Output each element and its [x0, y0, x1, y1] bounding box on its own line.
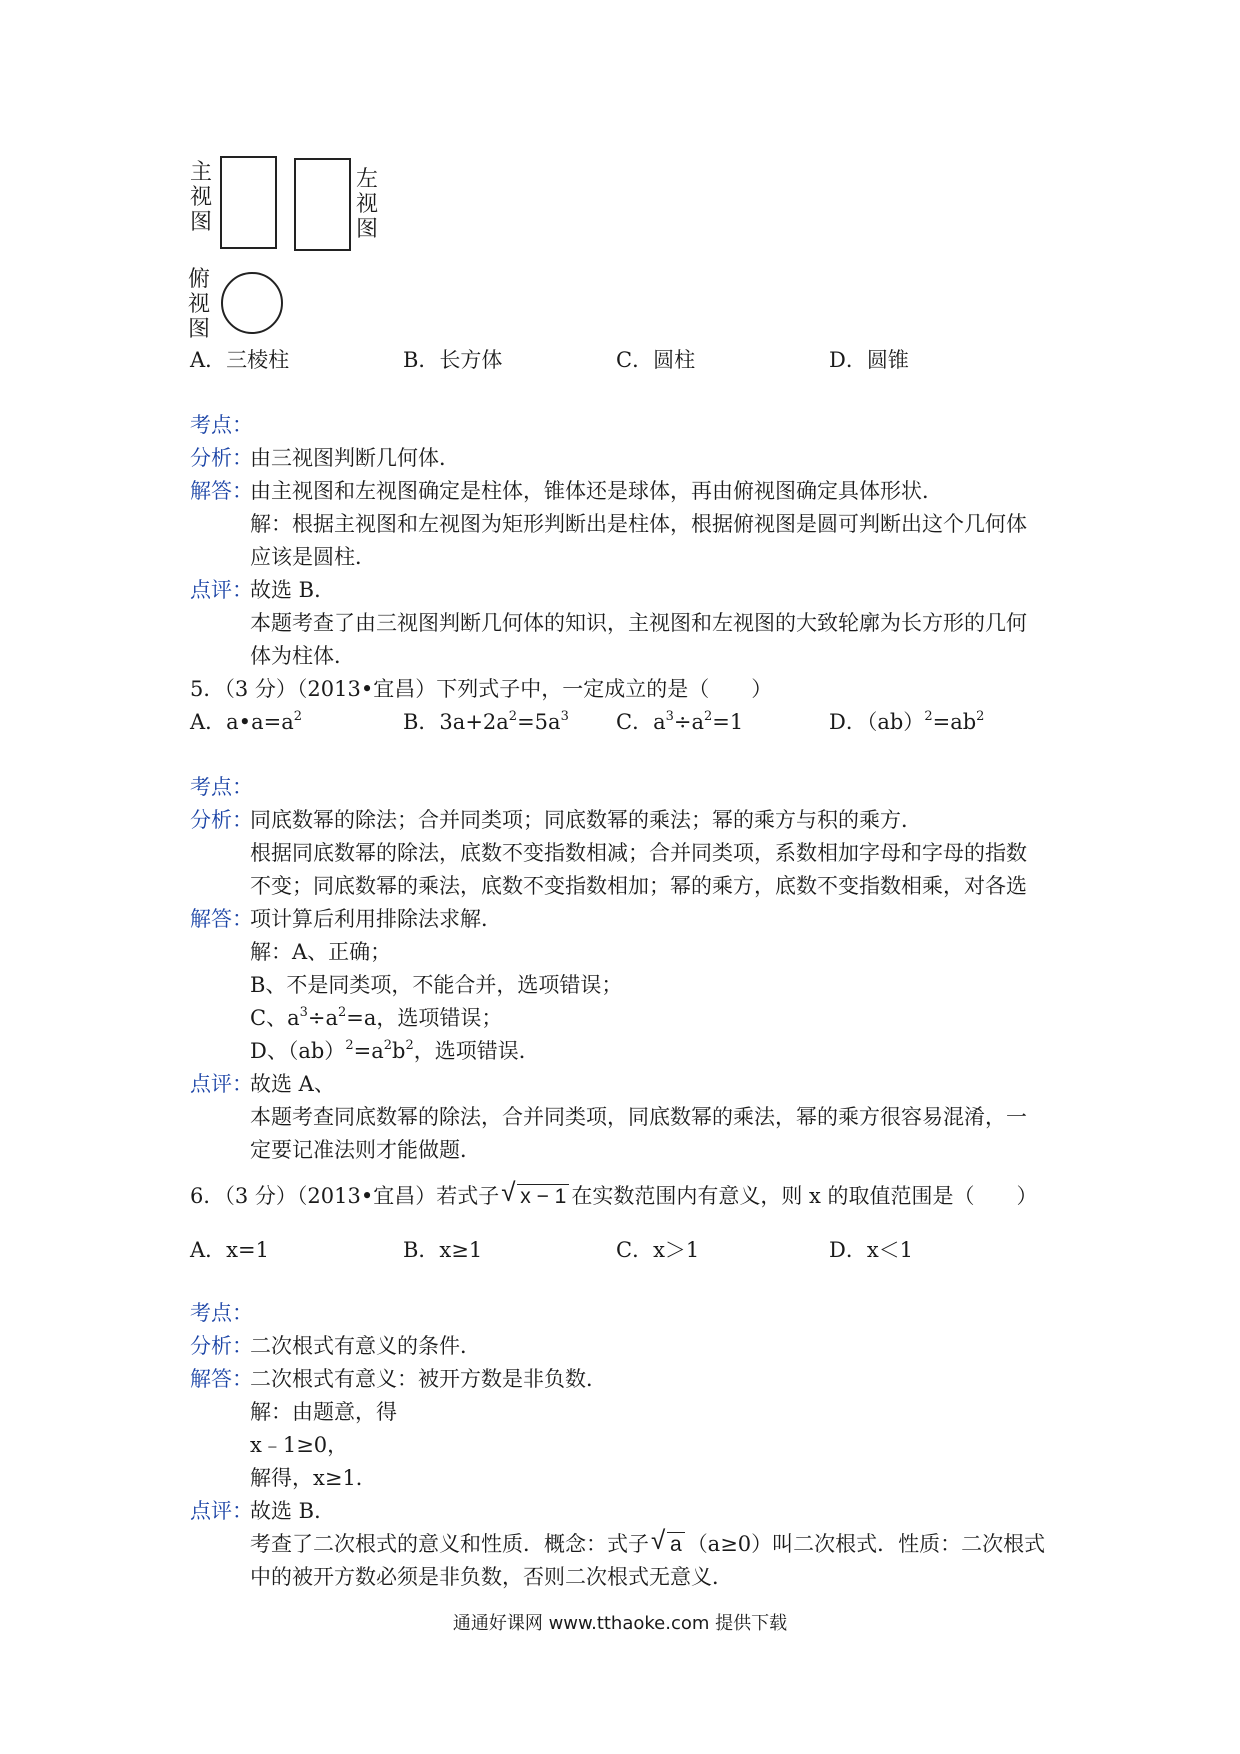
q5-option-c: [616, 706, 743, 739]
q5-stem: 5．（3 分）（2013•宜昌）下列式子中，一定成立的是（ ）: [190, 677, 773, 701]
front-view-rectangle: [220, 156, 277, 249]
q4-jieda-line: 故选 B．: [250, 578, 336, 602]
left-view-label: 左视图: [355, 167, 378, 242]
q6-dianping: [190, 1495, 1070, 1589]
fenxi-tag: 分析：: [190, 1334, 253, 1358]
q5-jieda-text: C、a: [250, 1006, 300, 1030]
q5-fenxi-line: 不变；同底数幂的乘法，底数不变指数相加；幂的乘方，底数不变指数相乘，对各选: [250, 874, 1027, 898]
exponent: 2: [704, 709, 713, 724]
fenxi-tag: 分析：: [190, 446, 253, 470]
q5-option-d: [829, 706, 984, 739]
q4-dianping-line: 体为柱体．: [250, 644, 355, 668]
q6-stem-text: 在实数范围内有意义，则 x 的取值范围是（ ）: [571, 1184, 1038, 1208]
q5-kaodian-text: 同底数幂的除法；合并同类项；同底数幂的乘法；幂的乘方与积的乘方．: [250, 808, 922, 832]
q4-jieda-line: 应该是圆柱．: [250, 545, 376, 569]
q5-jieda-text: D、（ab）: [250, 1039, 346, 1063]
q5-option-c-text: C．a: [616, 710, 666, 734]
q4-option-a: A．三棱柱: [190, 348, 290, 372]
q6-jieda-line: x﹣1≥0，: [250, 1433, 349, 1457]
square-root: [651, 1525, 685, 1561]
q4-dianping-line: 本题考查了由三视图判断几何体的知识，主视图和左视图的大致轮廓为长方形的几何: [250, 611, 1027, 635]
q4-options: [190, 344, 1090, 377]
radical-sign-icon: √: [651, 1525, 666, 1555]
q5-jieda-line: B、不是同类项，不能合并，选项错误；: [250, 973, 623, 997]
q5-option-d-text: D．（ab）: [829, 710, 925, 734]
page-footer: 通通好课网 www.tthaoke.com 提供下载: [452, 1613, 788, 1634]
q6-fenxi-text: 二次根式有意义：被开方数是非负数．: [250, 1367, 607, 1391]
dianping-tag: 点评：: [190, 1499, 253, 1523]
q4-kaodian-text: 由三视图判断几何体．: [250, 446, 460, 470]
q5-option-c-text: =1: [712, 710, 744, 734]
exponent: 2: [405, 1038, 414, 1053]
q6-kaodian-text: 二次根式有意义的条件．: [250, 1334, 481, 1358]
exponent: 2: [338, 1005, 347, 1020]
exponent: 2: [345, 1038, 354, 1053]
q6-option-d: D．x＜1: [829, 1238, 914, 1262]
jieda-tag: 解答：: [190, 907, 253, 931]
q6-option-a: A．x=1: [190, 1238, 269, 1262]
q5-option-a-text: A．a•a=a: [190, 710, 294, 734]
q4-dianping: [190, 574, 1070, 668]
q5-fenxi-line: 项计算后利用排除法求解．: [250, 907, 502, 931]
radicand: a: [667, 1532, 685, 1556]
q5-fenxi-line: 根据同底数幂的除法，底数不变指数相减；合并同类项，系数相加字母和字母的指数: [250, 841, 1027, 865]
radicand: x − 1: [517, 1184, 569, 1208]
q6-jieda-line: 解得，x≥1．: [250, 1466, 377, 1490]
q5-jieda-text: b: [392, 1039, 406, 1063]
q4-jieda-line: 解：根据主视图和左视图为矩形判断出是柱体，根据俯视图是圆可判断出这个几何体: [250, 512, 1027, 536]
q5-jieda-line: [250, 1002, 1070, 1035]
dianping-tag: 点评：: [190, 1072, 253, 1096]
q5-jieda-text: =a: [353, 1039, 384, 1063]
q5-dianping-line: 本题考查同底数幂的除法，合并同类项，同底数幂的乘法，幂的乘方很容易混淆，一: [250, 1105, 1027, 1129]
jieda-tag: 解答：: [190, 479, 253, 503]
kaodian-tag: 考点：: [190, 775, 253, 799]
top-view-label: 俯视图: [187, 267, 210, 342]
q5-jieda-text: ÷a: [307, 1006, 338, 1030]
q5-jieda-line: [250, 1035, 1070, 1068]
q5-options: [190, 706, 1090, 739]
front-view-label: 主视图: [189, 160, 212, 235]
top-view-circle: [219, 270, 285, 336]
exponent: 2: [383, 1038, 392, 1053]
q4-option-b: B．长方体: [403, 348, 503, 372]
q6-stem-text: 6．（3 分）（2013•宜昌）若式子: [190, 1184, 500, 1208]
q5-jieda-line: 故选 A、: [250, 1072, 335, 1096]
q5-option-b-text: =5a: [517, 710, 561, 734]
q6-jieda-line: 故选 B．: [250, 1499, 336, 1523]
exponent: 3: [299, 1005, 308, 1020]
exponent: 3: [665, 709, 674, 724]
q5-option-b: [403, 706, 569, 739]
radical-sign-icon: √: [501, 1177, 516, 1207]
q4-option-d: D．圆锥: [829, 348, 909, 372]
q5-option-d-text: =ab: [932, 710, 977, 734]
q5-jieda-text: ，选项错误．: [413, 1039, 540, 1063]
kaodian-tag: 考点：: [190, 413, 253, 437]
q6-dianping-text: 考查了二次根式的意义和性质．概念：式子: [250, 1532, 649, 1556]
q5-dianping: [190, 1068, 1070, 1162]
exponent: 2: [924, 709, 933, 724]
q5-jieda-text: =a，选项错误；: [346, 1006, 503, 1030]
q5-jieda-line: 解：A、正确；: [250, 940, 392, 964]
exponent: 2: [508, 709, 518, 724]
q6-stem: [190, 1177, 1038, 1213]
q5-option-b-text: B．3a+2a: [403, 710, 509, 734]
exponent: 2: [293, 709, 302, 724]
q6-option-b: B．x≥1: [403, 1238, 483, 1262]
q6-dianping-line: 中的被开方数必须是非负数，否则二次根式无意义．: [250, 1565, 733, 1589]
exponent: 2: [976, 709, 985, 724]
kaodian-tag: 考点：: [190, 1301, 253, 1325]
dianping-tag: 点评：: [190, 578, 253, 602]
left-view-rectangle: [294, 158, 351, 251]
q5-dianping-line: 定要记准法则才能做题．: [250, 1138, 481, 1162]
square-root: [501, 1177, 569, 1213]
exponent: 3: [560, 709, 569, 724]
q4-option-c: C．圆柱: [616, 348, 696, 372]
q6-jieda-line: 解：由题意，得: [250, 1400, 397, 1424]
jieda-tag: 解答：: [190, 1367, 253, 1391]
fenxi-tag: 分析：: [190, 808, 253, 832]
q4-fenxi-text: 由主视图和左视图确定是柱体，锥体还是球体，再由俯视图确定具体形状．: [250, 479, 943, 503]
q6-dianping-line: [250, 1525, 1070, 1561]
q6-dianping-text: （a≥0）叫二次根式．性质：二次根式: [686, 1532, 1046, 1556]
q5-option-c-text: ÷a: [673, 710, 704, 734]
q6-options: [190, 1234, 1090, 1267]
q6-option-c: C．x＞1: [616, 1238, 700, 1262]
q5-option-a: [190, 706, 302, 739]
